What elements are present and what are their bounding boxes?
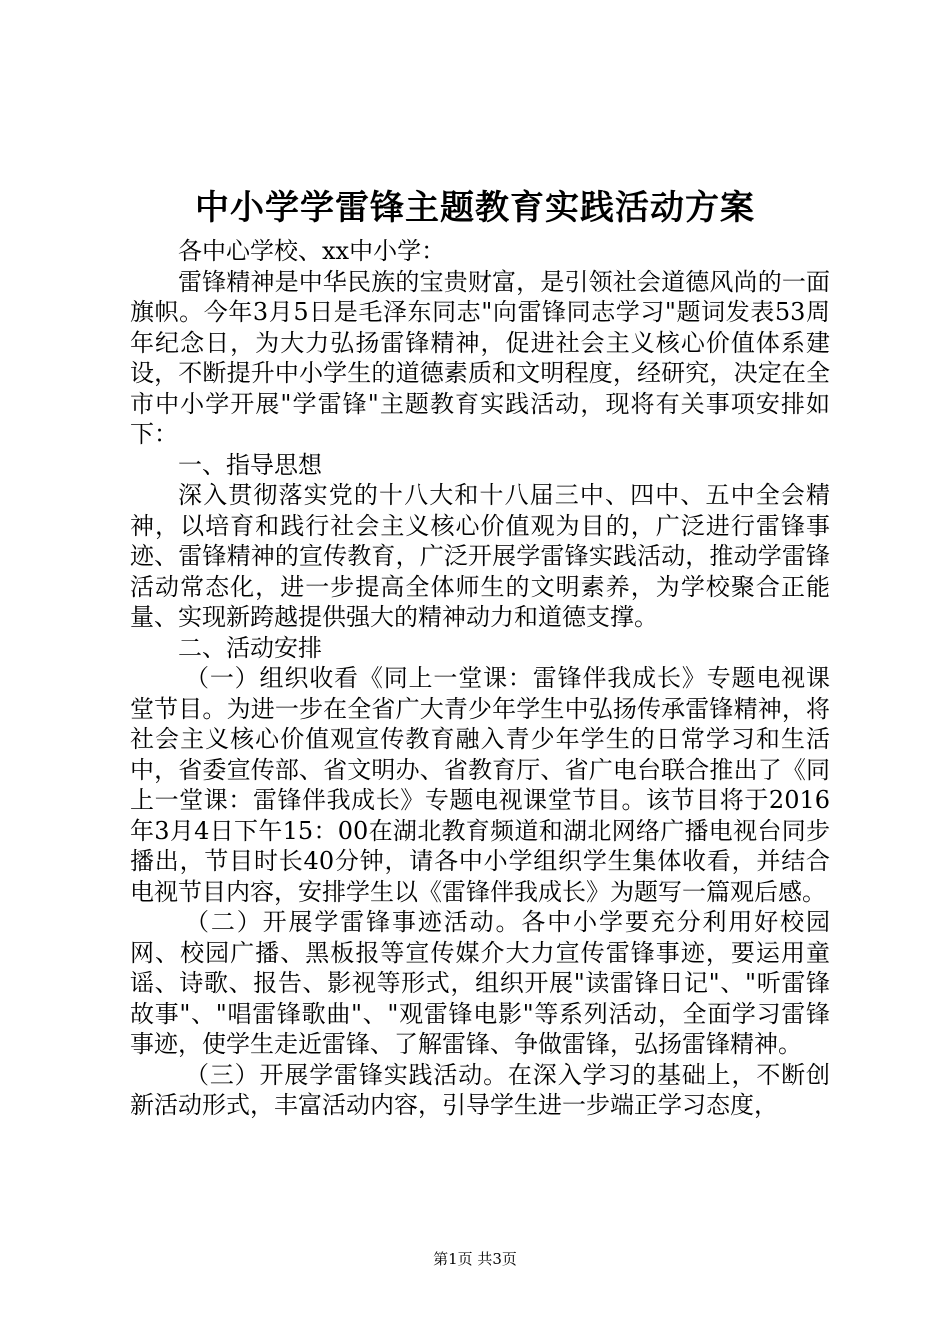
section-heading-guiding-thought: 一、指导思想 <box>178 450 322 479</box>
page-footer: 第1页 共3页 <box>433 1250 517 1268</box>
document-body <box>130 236 830 1121</box>
activity-item-1: （一）组织收看《同上一堂课：雷锋伴我成长》专题电视课堂节目。为进一步在全省广大青少年学生中弘扬传承雷锋精神，将社会主义核心价值观宣传教育融入青少年学生的日常学习和生活中，省委宣传部、省文明办、省教育厅、省广电台联合推出了《同上一堂课：雷锋伴我成长》专题电视课堂节目。该节目将于2016年3月4日下午15：00在湖北教育频道和湖北网络广播电视台同步播出，节目时长40分钟，请各中小学组织学生集体收看，并结合电视节目内容，安排学生以《雷锋伴我成长》为题写一篇观后感。 <box>130 664 830 906</box>
intro-paragraph: 雷锋精神是中华民族的宝贵财富，是引领社会道德风尚的一面旗帜。今年3月5日是毛泽东同志"向雷锋同志学习"题词发表53周年纪念日，为大力弘扬雷锋精神，促进社会主义核心价值体系建设，不断提升中小学生的道德素质和文明程度，经研究，决定在全市中小学开展"学雷锋"主题教育实践活动，现将有关事项安排如下： <box>130 267 830 448</box>
activity-item-3: （三）开展学雷锋实践活动。在深入学习的基础上，不断创新活动形式，丰富活动内容，引导学生进一步端正学习态度， <box>130 1060 830 1119</box>
document-title: 中小学学雷锋主题教育实践活动方案 <box>195 188 755 228</box>
activity-item-2: （二）开展学雷锋事迹活动。各中小学要充分利用好校园网、校园广播、黑板报等宣传媒介大力宣传雷锋事迹，要运用童谣、诗歌、报告、影视等形式，组织开展"读雷锋日记"、"听雷锋故事"、"唱雷锋歌曲"、"观雷锋电影"等系列活动，全面学习雷锋事迹，使学生走近雷锋、了解雷锋、争做雷锋，弘扬雷锋精神。 <box>130 908 830 1058</box>
guiding-thought-paragraph: 深入贯彻落实党的十八大和十八届三中、四中、五中全会精神，以培育和践行社会主义核心价值观为目的，广泛进行雷锋事迹、雷锋精神的宣传教育，广泛开展学雷锋实践活动，推动学雷锋活动常态化，进一步提高全体师生的文明素养，为学校聚合正能量、实现新跨越提供强大的精神动力和道德支撑。 <box>130 481 830 631</box>
salutation: 各中心学校、xx中小学： <box>178 237 446 265</box>
section-heading-activities: 二、活动安排 <box>178 633 322 662</box>
